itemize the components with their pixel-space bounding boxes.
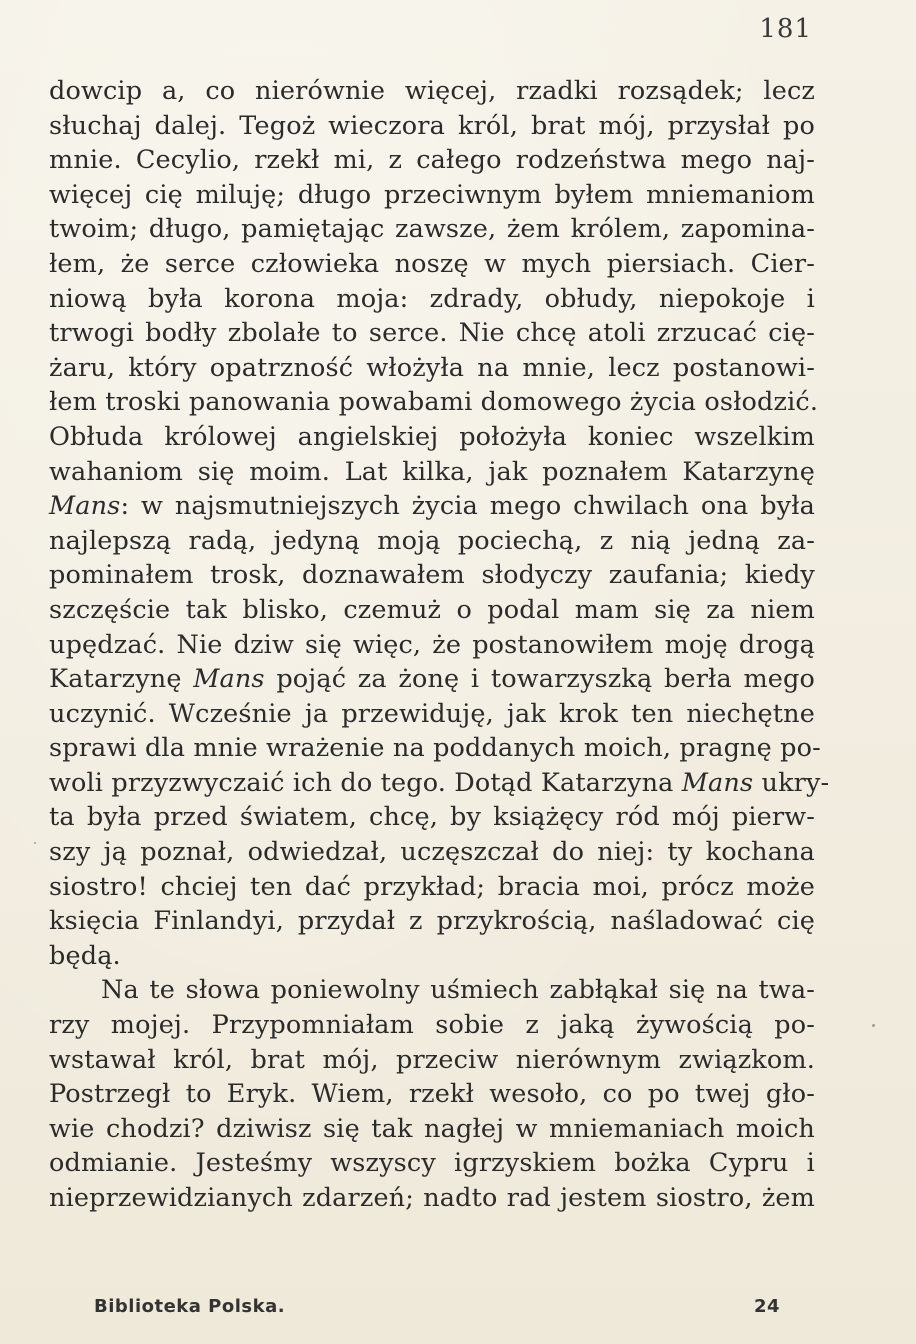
text-line: mnie. Cecylio, rzekł mi, z całego rodzeństwa mego naj- <box>49 145 815 176</box>
text-line: uczynić. Wcześnie ja przewiduję, jak krok ten niechętne <box>49 698 815 729</box>
body-text <box>49 74 830 1216</box>
name-italic: Mans <box>193 664 265 695</box>
paragraph-1 <box>49 74 830 973</box>
text-line: słuchaj dalej. Tegoż wieczora król, brat mój, przysłał po <box>49 110 815 141</box>
name-italic: Mans <box>681 767 754 798</box>
text-line: będą. <box>49 940 121 971</box>
paragraph-2 <box>49 973 815 1215</box>
page-footer <box>94 1296 780 1317</box>
signature-mark: 24 <box>753 1296 780 1317</box>
text-line: odmianie. Jesteśmy wszyscy igrzyskiem bożka Cypru i <box>49 1148 815 1179</box>
text-line: pominałem trosk, doznawałem słodyczy zaufania; kiedy <box>49 560 815 591</box>
text-line: księcia Finlandyi, przydał z przykrością, naśladować cię <box>49 906 815 937</box>
name-italic: Mans <box>49 491 121 522</box>
text-line: Postrzegł to Eryk. Wiem, rzekł wesoło, co po twej gło- <box>49 1079 815 1110</box>
text-line: łem troski panowania powabami domowego życia osłodzić. <box>49 387 819 418</box>
text-line: więcej cię miluję; długo przeciwnym byłem mniemaniom <box>49 179 815 210</box>
text-line: wstawał król, brat mój, przeciw nierównym związkom. <box>49 1044 815 1075</box>
text-line: łem, że serce człowieka noszę w mych piersiach. Cier- <box>49 248 815 279</box>
text-line: woli przyzwyczaić ich do tego. Dotąd Katarzyna Mans ukry- <box>49 767 830 798</box>
text-line: nieprzewidzianych zdarzeń; nadto rad jestem siostro, żem <box>49 1183 815 1213</box>
text-line: sprawi dla mnie wrażenie na poddanych moich, pragnę po- <box>49 733 821 764</box>
text-line: rzy mojej. Przypomniałam sobie z jaką żywością po- <box>49 1010 815 1041</box>
text-line: szczęście tak blisko, czemuż o podal mam się za niem <box>49 594 815 625</box>
text-line: żaru, który opatrzność włożyła na mnie, lecz postanowi- <box>49 352 815 383</box>
collection-name: Biblioteka Polska. <box>94 1296 286 1317</box>
text-line: siostro! chciej ten dać przykład; bracia moi, prócz może <box>49 871 815 902</box>
page-number: 181 <box>759 14 812 44</box>
text-line: wahaniom się moim. Lat kilka, jak poznałem Katarzynę <box>49 456 815 487</box>
text-line: ta była przed światem, chcę, by książęcy ród mój pierw- <box>49 802 815 833</box>
text-line: dowcip a, co nierównie więcej, rzadki rozsądek; lecz <box>49 76 815 106</box>
text-line: Na te słowa poniewolny uśmiech zabłąkał się na twa- <box>101 975 815 1006</box>
text-line: niową była korona moja: zdrady, obłudy, niepokoje i <box>49 283 815 314</box>
text-line: twoim; długo, pamiętając zawsze, żem królem, zapomina- <box>49 214 815 245</box>
text-line: Katarzynę Mans pojąć za żonę i towarzyszką berła mego <box>49 664 816 695</box>
paper-speck <box>34 842 36 844</box>
text-line: najlepszą radą, jedyną moją pociechą, z nią jedną za- <box>49 525 815 556</box>
text-line: upędzać. Nie dziw się więc, że postanowiłem moję drogą <box>49 629 815 660</box>
text-line: Obłuda królowej angielskiej położyła koniec wszelkim <box>49 421 815 452</box>
text-line: wie chodzi? dziwisz się tak nagłej w mniemaniach moich <box>49 1113 815 1144</box>
paper-speck <box>872 1024 875 1027</box>
text-line: trwogi bodły zbolałe to serce. Nie chcę atoli zrzucać cię- <box>49 318 815 349</box>
text-line: szy ją poznał, odwiedzał, uczęszczał do niej: ty kochana <box>49 837 815 868</box>
text-line: Mans: w najsmutniejszych życia mego chwilach ona była <box>49 491 815 522</box>
